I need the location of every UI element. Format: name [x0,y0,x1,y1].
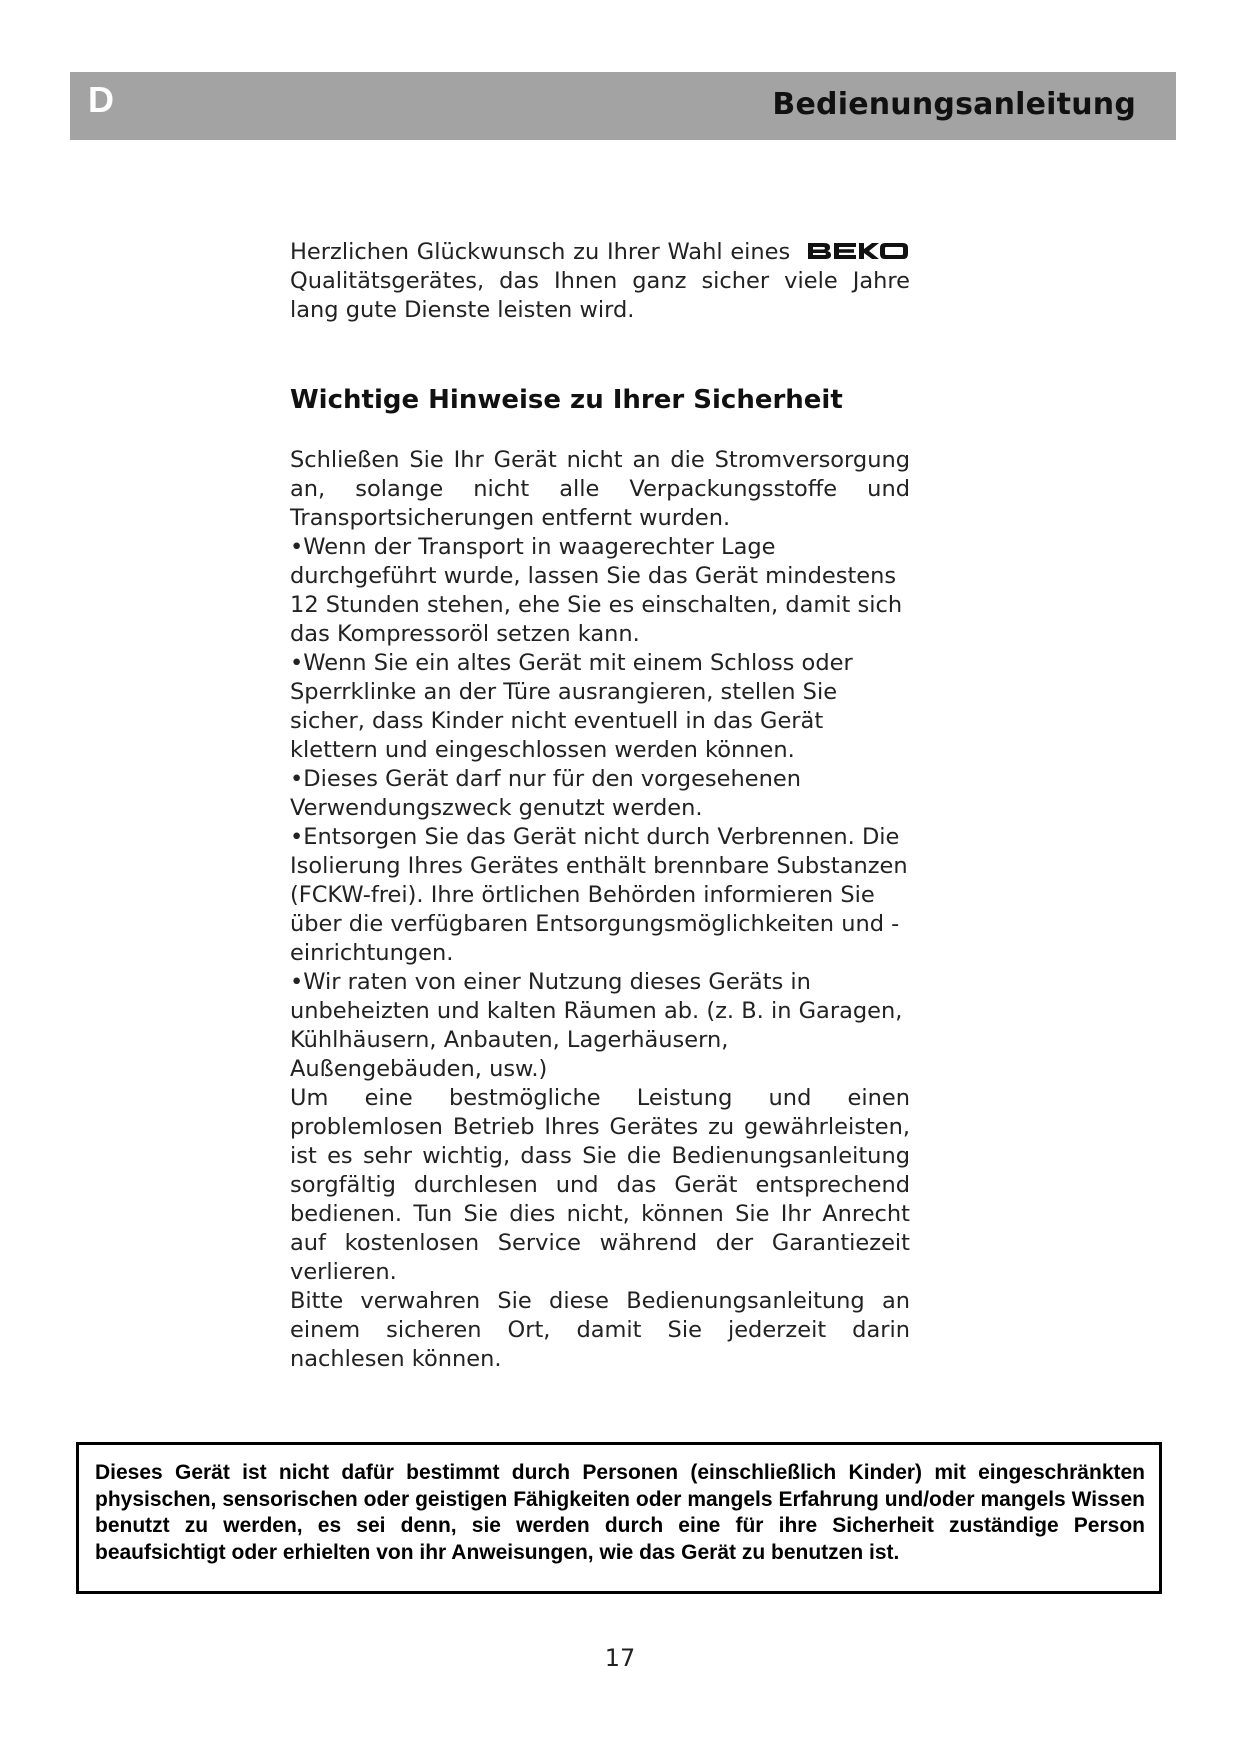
safety-intro-paragraph: Schließen Sie Ihr Gerät nicht an die Stromversorgung an, solange nicht alle Verpackungsstoffe und Transportsicherungen entfernt wurden. [290,447,910,531]
page-number: 17 [604,1644,636,1672]
safety-heading: Wichtige Hinweise zu Ihrer Sicherheit [290,385,843,415]
main-content [290,238,910,1374]
intro-text-after-logo: Qualitätsgerätes, das Ihnen ganz sicher viele Jahre lang gute Dienste leisten wird. [290,268,910,323]
manual-title: Bedienungsanleitung [772,87,1136,122]
safety-bullet-intended-use: •Dieses Gerät darf nur für den vorgesehenen Verwendungszweck genutzt werden. [290,766,801,821]
warning-text: Dieses Gerät ist nicht dafür bestimmt durch Personen (einschließlich Kinder) mit eingeschränkten physischen, sensorischen oder geistigen Fähigkeiten oder mangels Erfahrung und/oder mangels Wissen benutzt zu werden, es sei denn, sie werden durch eine für ihre Sicherheit zuständige Person beaufsichtigt oder erhielten von ihr Anweisungen, wie das Gerät zu benutzen ist. [95,1461,1145,1564]
warning-box [76,1442,1162,1594]
safety-bullet-disposal: •Entsorgen Sie das Gerät nicht durch Verbrennen. Die Isolierung Ihres Gerätes enthält brennbare Substanzen (FCKW-frei). Ihre örtlichen Behörden informieren Sie über die verfügbaren Entsorgungsmöglichkeiten und -einrichtungen. [290,824,908,966]
closing-paragraph-keep-manual: Bitte verwahren Sie diese Bedienungsanleitung an einem sicheren Ort, damit Sie jederzeit darin nachlesen können. [290,1288,910,1372]
beko-logo-icon [806,241,910,261]
safety-bullet-transport: •Wenn der Transport in waagerechter Lage durchgeführt wurde, lassen Sie das Gerät mindestens 12 Stunden stehen, ehe Sie es einschalten, damit sich das Kompressoröl setzen kann. [290,534,903,647]
safety-bullet-old-device: •Wenn Sie ein altes Gerät mit einem Schloss oder Sperrklinke an der Türe ausrangieren, stellen Sie sicher, dass Kinder nicht eventuell in das Gerät klettern und eingeschlossen werden können. [290,650,853,763]
language-code: D [88,79,114,120]
closing-paragraph-performance: Um eine bestmögliche Leistung und einen problemlosen Betrieb Ihres Gerätes zu gewährleisten, ist es sehr wichtig, dass Sie die Bedienungsanleitung sorgfältig durchlesen und das Gerät entsprechend bedienen. Tun Sie dies nicht, können Sie Ihr Anrecht auf kostenlosen Service während der Garantiezeit verlieren. [290,1085,910,1285]
intro-paragraph [290,238,910,325]
safety-bullet-cold-rooms: •Wir raten von einer Nutzung dieses Geräts in unbeheizten und kalten Räumen ab. (z. B. in Garagen, Kühlhäusern, Anbauten, Lagerhäusern, Außengebäuden, usw.) [290,969,903,1082]
intro-text-before-logo: Herzlichen Glückwunsch zu Ihrer Wahl eines [290,239,791,265]
page-header [70,72,1176,140]
